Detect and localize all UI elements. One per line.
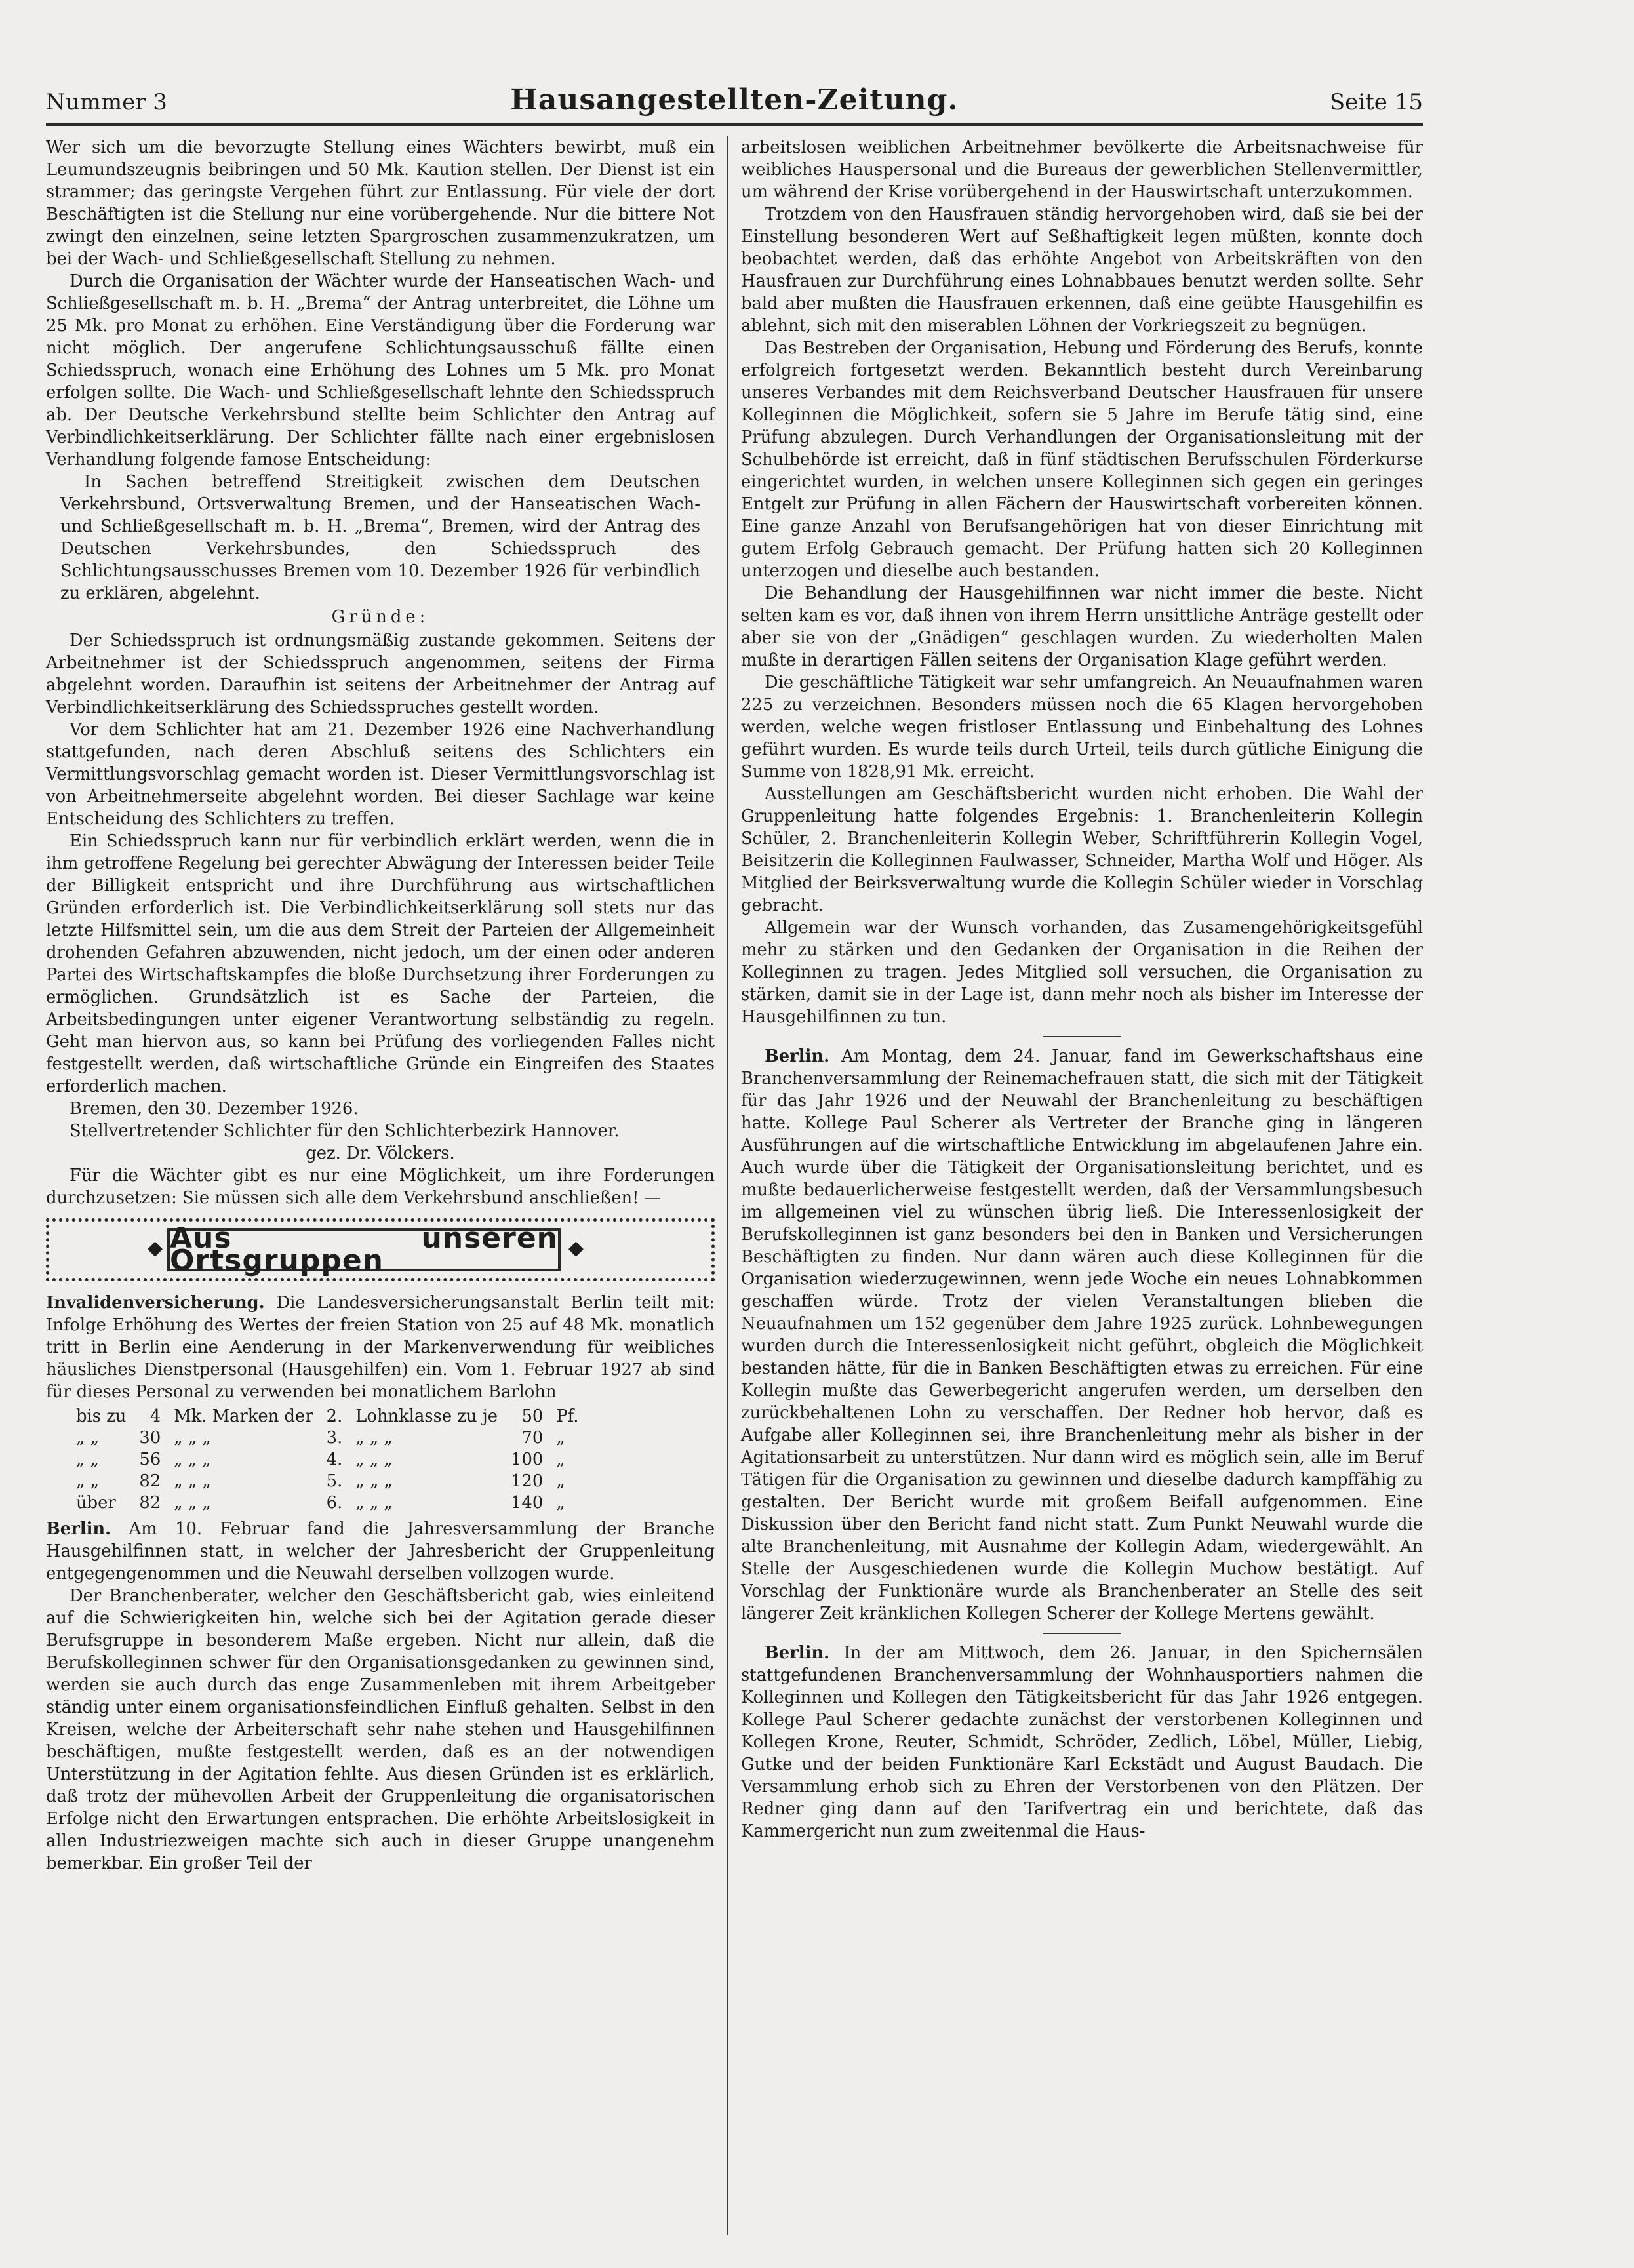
article-paragraph: Die Behandlung der Hausgehilfinnen war nicht immer die beste. Nicht selten kam es vor, daß ihnen von ihrem Herrn unsittliche Anträge gestellt oder aber sie von der „Gnädigen“ geschlagen wurden. Zu wiederholten Malen mußte in derartigen Fällen seitens der Organisation Klage geführt werden.: [741, 584, 1423, 670]
notice-lead: Invalidenversicherung.: [46, 1293, 265, 1313]
report-lead: Berlin.: [765, 1046, 830, 1066]
table-cell: 5.: [326, 1471, 343, 1491]
page-header: [46, 77, 1423, 126]
table-row: [70, 1427, 586, 1449]
article-paragraph: Wer sich um die bevorzugte Stellung eines Wächters bewirbt, muß ein Leumundszeugnis beibringen und 50 Mk. Kaution stellen. Der Dienst ist ein strammer; das geringste Vergehen führt zur Entlassung. Für viele der dort Beschäftigten ist die Stellung nur eine vorübergehende. Nur die bittere Not zwingt den einzelnen, seine letzten Spargroschen zusammenzukratzen, um bei der Wach- und Schließgesellschaft Stellung zu nehmen.: [46, 138, 715, 269]
notice-text: Die Landesversicherungsanstalt Berlin teilt mit: Infolge Erhöhung des Wertes der freien Station von 25 auf 48 Mk. monatlich tritt in Berlin eine Aenderung in der Markenverwendung für weibliches häusliches Dienstpersonal (Hausgehilfen) ein. Vom 1. Februar 1927 ab sind für dieses Personal zu verwenden bei monatlichem Barlohn: [46, 1293, 715, 1402]
article-paragraph: Der Schiedsspruch ist ordnungsmäßig zustande gekommen. Seitens der Arbeitnehmer ist der Schiedsspruch angenommen, seitens der Firma abgelehnt worden. Daraufhin ist seitens der Arbeitnehmer der Antrag auf Verbindlichkeitserklärung des Schiedsspruches gestellt worden.: [46, 631, 715, 717]
table-cell: Pf.: [556, 1406, 579, 1426]
article-paragraph: arbeitslosen weiblichen Arbeitnehmer bevölkerte die Arbeitsnachweise für weibliches Hauspersonal und die Bureaus der gewerblichen Stellenvermittler, um während der Krise vorübergehend in der Hauswirtschaft unterzukommen.: [741, 138, 1423, 202]
table-cell: 2.: [326, 1406, 343, 1426]
table-cell: „ „ „: [355, 1493, 393, 1513]
report-lead: Berlin.: [46, 1519, 111, 1539]
article-paragraph: Das Bestreben der Organisation, Hebung und Förderung des Berufs, konnte erfolgreich fortgesetzt werden. Bekanntlich besteht durch Vereinbarung unseres Verbandes mit dem Reichsverband Deutscher Hausfrauen für unsere Kolleginnen die Möglichkeit, sofern sie 5 Jahre im Berufe tätig sind, eine Prüfung abzulegen. Durch Verhandlungen der Organisationsleitung mit der Schulbehörde ist erreicht, daß in fünf städtischen Berufsschulen Förderkurse eingerichtet wurden, in welchen unsere Kolleginnen sich gegen ein geringes Entgelt zur Prüfung in allen Fächern der Hauswirtschaft vorbereiten können. Eine ganze Anzahl von Berufsangehörigen hat von dieser Einrichtung mit gutem Erfolg Gebrauch gemacht. Der Prüfung hatten sich 20 Kolleginnen unterzogen und dieselbe auch bestanden.: [741, 338, 1423, 581]
table-cell: 100: [511, 1450, 544, 1469]
reasons-heading: Gründe:: [331, 607, 429, 627]
decision-date: Bremen, den 30. Dezember 1926.: [70, 1099, 359, 1119]
table-row: [70, 1492, 586, 1514]
article-paragraph: Die geschäftliche Tätigkeit war sehr umfangreich. An Neuaufnahmen waren 225 zu verzeichnen. Besonders müssen noch die 65 Klagen hervorgehoben werden, welche wegen fristloser Entlassung und Einbehaltung des Lohnes geführt wurden. Es wurde teils durch Urteil, teils durch gütliche Einigung die Summe von 1828,91 Mk. erreicht.: [741, 673, 1423, 782]
table-cell: „ „ „: [174, 1450, 211, 1469]
notice-invalidenversicherung: [46, 1292, 715, 1403]
table-cell: 56: [139, 1450, 161, 1469]
article-closing: Für die Wächter gibt es nur eine Möglichkeit, um ihre Forderungen durchzusetzen: Sie müssen sich alle dem Verkehrsbund anschließen! —: [46, 1166, 715, 1208]
table-cell: „: [556, 1428, 565, 1448]
article-paragraph: Vor dem Schlichter hat am 21. Dezember 1926 eine Nachverhandlung stattgefunden, nach deren Abschluß seitens des Schlichters ein Vermittlungsvorschlag gemacht worden ist. Dieser Vermittlungsvorschlag ist von Arbeitnehmerseite abgelehnt worden. Bei dieser Sachlage war keine Entscheidung des Schlichters zu treffen.: [46, 720, 715, 829]
report-lead: Berlin.: [765, 1643, 830, 1663]
article-paragraph: Ausstellungen am Geschäftsbericht wurden nicht erhoben. Die Wahl der Gruppenleitung hatte folgendes Ergebnis: 1. Branchenleiterin Kollegin Schüler, 2. Branchenleiterin Kollegin Weber, Schriftführerin Kollegin Vogel, Beisitzerin die Kolleginnen Faulwasser, Schneider, Martha Wolf und Höger. Als Mitglied der Beirksverwaltung wurde die Kollegin Schüler wieder in Vorschlag gebracht.: [741, 784, 1423, 915]
article-divider: [1043, 1633, 1121, 1634]
table-cell: 140: [511, 1493, 544, 1513]
table-row: [70, 1406, 586, 1427]
table-cell: 82: [139, 1493, 161, 1513]
diamond-ornament-icon: ◆: [568, 1237, 584, 1260]
table-cell: „ „: [76, 1471, 99, 1491]
report-text: Am Montag, dem 24. Januar, fand im Gewerkschaftshaus eine Branchenversammlung der Reinemachefrauen statt, die sich mit der Tätigkeit für das Jahr 1926 und der Neuwahl der Branchenleitung zu beschäftigen hatte. Kollege Paul Scherer als Vertreter der Branche ging in längeren Ausführungen auf die wirtschaftliche Entwicklung im abgelaufenen Jahre ein. Auch wurde über die Tätigkeit der Organisationsleitung berichtet, und es mußte bedauerlicherweise festgestellt werden, daß der Versammlungsbesuch im allgemeinen viel zu wünschen übrig ließ. Die Interessenlosigkeit der Berufskolleginnen ist ganz besonders bei den in Banken und Versicherungen Beschäftigten zu finden. Nur dann wären auch diese Kolleginnen für die Organisation wiederzugewinnen, wenn jede Woche ein neues Lohnabkommen geschaffen würde. Trotz der vielen Veranstaltungen blieben die Neuaufnahmen um 152 gegenüber dem Jahre 1925 zurück. Lohnbewegungen wurden durch die Interessenlosigkeit nicht geführt, obgleich die Möglichkeit bestanden hätte, für die in Banken Beschäftigten etwas zu erreichen. Für eine Kollegin mußte das Gewerbegericht angerufen werden, um derselben den zurückbehaltenen Lohn zu verschaffen. Der Redner hob hervor, daß es Aufgabe aller Kolleginnen sei, ihre Branchenleitung mehr als bisher in der Agitationsarbeit zu unterstützen. Nur dann wird es möglich sein, alle im Beruf Tätigen für die Organisation zu gewinnen und dieselbe dadurch kampffähig zu gestalten. Der Bericht wurde mit großem Beifall aufgenommen. Eine Diskussion über den Bericht fand nicht statt. Zum Punkt Neuwahl wurde die alte Branchenleitung, mit Ausnahme der Kollegin Adam, wiedergewählt. An Stelle der Ausgeschiedenen wurde die Kollegin Muchow bestätigt. Auf Vorschlag der Funktionäre wurde als Branchenberater an Stelle des seit längerer Zeit kränklichen Kollegen Scherer der Kollege Mertens gewählt.: [741, 1046, 1423, 1623]
article-paragraph: Ein Schiedsspruch kann nur für verbindlich erklärt werden, wenn die in ihm getroffene Regelung bei gerechter Abwägung der Interessen beider Teile der Billigkeit entspricht und ihre Durchführung aus wirtschaftlichen Gründen erforderlich ist. Die Verbindlichkeitserklärung soll stets nur das letzte Hilfsmittel sein, um die aus dem Streit der Parteien der Allgemeinheit drohenden Gefahren abzuwenden, nicht jedoch, um der einen oder anderen Partei des Wirtschaftskampfes die bloße Durchsetzung ihrer Forderungen zu ermöglichen. Grundsätzlich ist es Sache der Parteien, die Arbeitsbedingungen unter eigener Verantwortung selbständig zu regeln. Geht man hiervon aus, so kann bei Prüfung des vorliegenden Falles nicht festgestellt werden, daß wirtschaftliche Gründe ein Eingreifen des Staates erforderlich machen.: [46, 831, 715, 1096]
table-cell: „: [556, 1471, 565, 1491]
table-cell: „ „: [76, 1450, 99, 1469]
newspaper-title: Hausangestellten-Zeitung.: [510, 83, 959, 117]
table-cell: „ „ „: [174, 1471, 211, 1491]
table-cell: über: [76, 1493, 116, 1513]
table-row: [70, 1471, 586, 1492]
column-divider: [727, 136, 728, 2235]
table-cell: 120: [511, 1471, 544, 1491]
table-cell: bis zu: [76, 1406, 127, 1426]
table-cell: „ „ „: [355, 1471, 393, 1491]
diamond-ornament-icon: ◆: [148, 1237, 163, 1260]
table-cell: 70: [521, 1428, 544, 1448]
decision-text: In Sachen betreffend Streitigkeit zwischen dem Deutschen Verkehrsbund, Ortsverwaltung Bremen, und der Hanseatischen Wach- und Schließgesellschaft m. b. H. „Brema“, Bremen, wird der Antrag des Deutschen Verkehrsbundes, den Schiedsspruch des Schlichtungsausschusses Bremen vom 10. Dezember 1926 für verbindlich zu erklären, abgelehnt.: [60, 472, 700, 603]
table-cell: 4: [149, 1406, 161, 1426]
table-cell: „: [556, 1450, 565, 1469]
section-title: Aus unseren Ortsgruppen: [167, 1228, 561, 1271]
table-cell: „: [556, 1493, 565, 1513]
decision-signer: Stellvertretender Schlichter für den Schlichterbezirk Hannover.: [70, 1121, 620, 1141]
table-cell: 30: [139, 1428, 161, 1448]
article-paragraph: Allgemein war der Wunsch vorhanden, das Zusamengehörigkeitsgefühl mehr zu stärken und den Gedanken der Organisation in die Reihen der Kolleginnen zu tragen. Jedes Mitglied soll versuchen, die Organisation zu stärken, damit sie in der Lage ist, dann mehr noch als bisher im Interesse der Hausgehilfinnen zu tun.: [741, 918, 1423, 1027]
report-berlin-wohnhausportiers: [741, 1642, 1423, 1842]
report-berlin-hausgehilfinnen: [46, 1518, 715, 1585]
table-row: [70, 1449, 586, 1471]
left-column: [46, 136, 715, 1875]
table-cell: 6.: [326, 1493, 343, 1513]
table-cell: 3.: [326, 1428, 343, 1448]
article-divider: [1043, 1036, 1121, 1037]
table-cell: „ „ „: [174, 1493, 211, 1513]
report-berlin-reinemachefrauen: [741, 1045, 1423, 1625]
table-cell: 82: [139, 1471, 161, 1491]
decision-quote: [60, 471, 700, 605]
section-heading-box: [46, 1218, 715, 1281]
page-number: Seite 15: [1329, 89, 1423, 115]
table-cell: Lohnklasse zu je: [355, 1406, 498, 1426]
table-cell: „ „ „: [355, 1450, 393, 1469]
right-column: [741, 136, 1423, 1842]
table-cell: 4.: [326, 1450, 343, 1469]
table-cell: 50: [521, 1406, 544, 1426]
article-paragraph: Trotzdem von den Hausfrauen ständig hervorgehoben wird, daß sie bei der Einstellung besonderen Wert auf Seßhaftigkeit legen müßten, konnte doch beobachtet werden, daß das erhöhte Angebot von Arbeitskräften von den Hausfrauen zur Durchführung eines Lohnabbaues benutzt werden sollte. Sehr bald aber mußten die Hausfrauen erkennen, daß eine geübte Hausgehilfin es ablehnt, sich mit den miserablen Löhnen der Vorkriegszeit zu begnügen.: [741, 205, 1423, 336]
article-paragraph: Der Branchenberater, welcher den Geschäftsbericht gab, wies einleitend auf die Schwierigkeiten hin, welche sich bei der Agitation gerade dieser Berufsgruppe in besonderem Maße ergeben. Nicht nur allein, daß die Berufskolleginnen schwer für den Organisationsgedanken zu gewinnen sind, werden sie auch durch das enge Zusammenleben mit ihrem Arbeitgeber ständig unter einem organisationsfeindlichen Einfluß gehalten. Selbst in den Kreisen, welche der Arbeiterschaft sehr nahe stehen und Hausgehilfinnen beschäftigen, mußte festgestellt werden, daß es an der notwendigen Unterstützung in der Agitation fehlte. Aus diesen Gründen ist es erklärlich, daß trotz der mühevollen Arbeit der Gruppenleitung die organisatorischen Erfolge nicht den Erwartungen entsprachen. Die erhöhte Arbeitslosigkeit in allen Industriezweigen machte sich auch in dieser Gruppe unangenehm bemerkbar. Ein großer Teil der: [46, 1586, 715, 1873]
issue-number: Nummer 3: [46, 89, 167, 115]
table-cell: Mk. Marken der: [174, 1406, 313, 1426]
report-text: Am 10. Februar fand die Jahresversammlung der Branche Hausgehilfinnen statt, in welcher der Jahresbericht der Gruppenleitung entgegengenommen und die Neuwahl derselben vollzogen wurde.: [46, 1519, 715, 1583]
table-cell: „ „: [76, 1428, 99, 1448]
tariff-table: [70, 1406, 586, 1514]
article-paragraph: Durch die Organisation der Wächter wurde der Hanseatischen Wach- und Schließgesellschaft m. b. H. „Brema“ der Antrag unterbreitet, die Löhne um 25 Mk. pro Monat zu erhöhen. Eine Verständigung über die Forderung war nicht möglich. Der angerufene Schlichtungsausschuß fällte einen Schiedsspruch, wonach eine Erhöhung des Lohnes um 5 Mk. pro Monat erfolgen sollte. Die Wach- und Schließgesellschaft lehnte den Schiedsspruch ab. Der Deutsche Verkehrsbund stellte beim Schlichter den Antrag auf Verbindlichkeitserklärung. Der Schlichter fällte nach einer ergebnislosen Verhandlung folgende famose Entscheidung:: [46, 271, 715, 469]
table-cell: „ „ „: [355, 1428, 393, 1448]
decision-signature: gez. Dr. Völckers.: [306, 1144, 455, 1163]
report-text: In der am Mittwoch, dem 26. Januar, in den Spichernsälen stattgefundenen Branchenversammlung der Wohnhausportiers nahmen die Kolleginnen und Kollegen den Tätigkeitsbericht für das Jahr 1926 entgegen. Kollege Paul Scherer gedachte zunächst der verstorbenen Kolleginnen und Kollegen Krone, Reuter, Schmidt, Schröder, Zedlich, Löbel, Müller, Liebig, Gutke und der beiden Funktionäre Karl Eckstädt und August Baudach. Die Versammlung erhob sich zu Ehren der Verstorbenen von den Plätzen. Der Redner ging dann auf den Tarifvertrag ein und berichtete, daß das Kammergericht nun zum zweitenmal die Haus-: [741, 1643, 1423, 1841]
table-cell: „ „ „: [174, 1428, 211, 1448]
